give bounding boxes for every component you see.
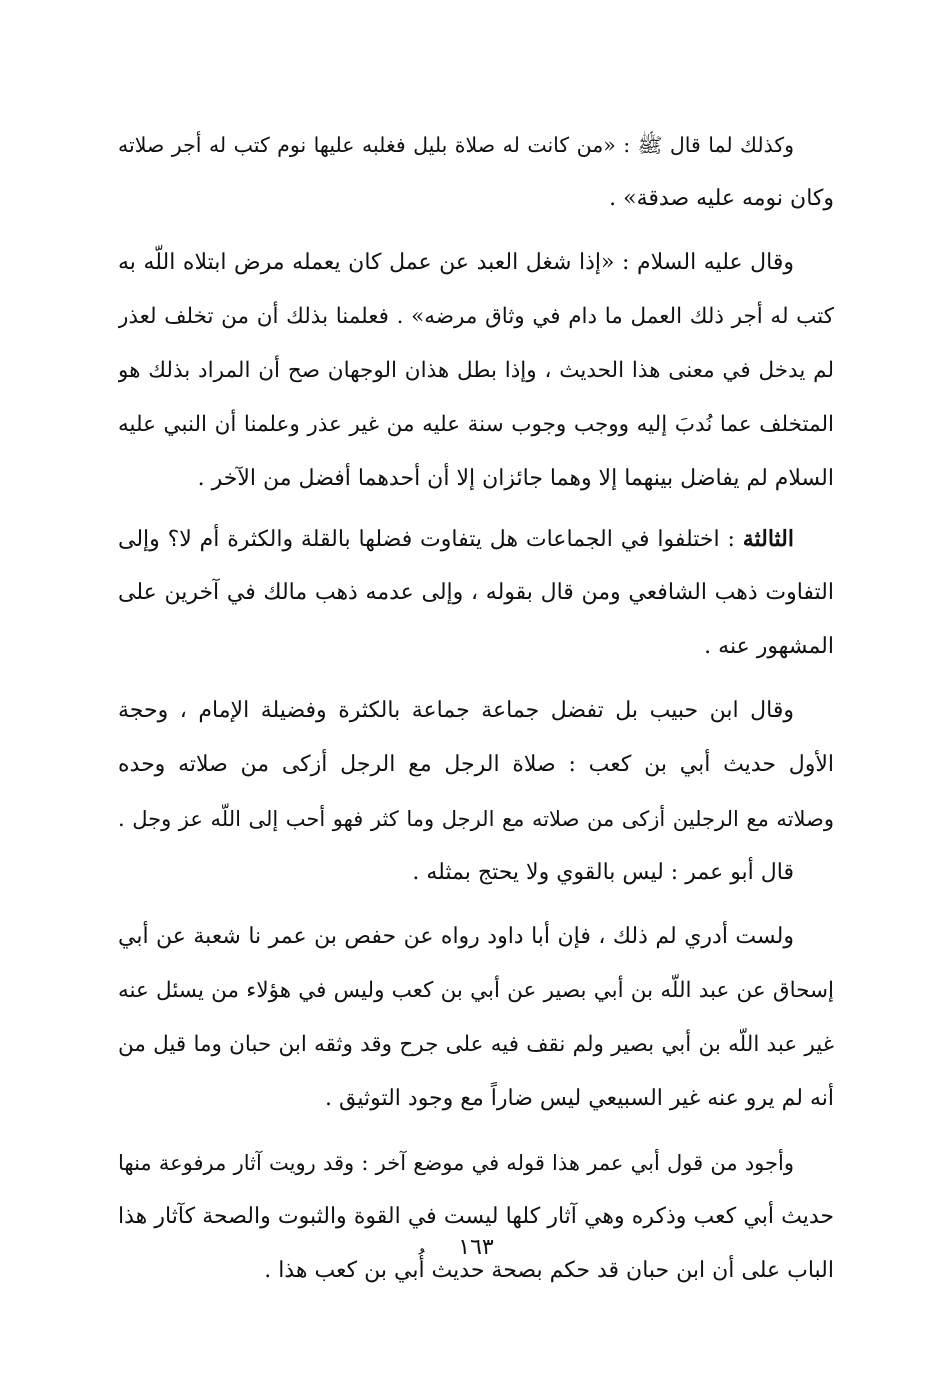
text-line: قال أبو عمر : ليس بالقوي ولا يحتج بمثله .: [412, 860, 794, 885]
text-line: [118, 512, 834, 566]
page-number: ١٦٣: [458, 1235, 494, 1260]
paragraph-3: [118, 512, 834, 674]
text-line: أنه لم يرو عنه غير السبيعي ليس ضاراً مع وجود التوثيق .: [324, 1086, 834, 1111]
text-run: : اختلفوا في الجماعات هل يتفاوت فضلها بالقلة والكثرة أم لا؟ وإلى: [118, 527, 743, 552]
text-line: وصلاته مع الرجلين أزكى من صلاته مع الرجل وما كثر فهو أحب إلى اللّه عز وجل .: [118, 807, 834, 831]
text-line: كتب له أجر ذلك العمل ما دام في وثاق مرضه» . فعلمنا بذلك أن من تخلف لعذر: [118, 304, 834, 329]
text-line: وقال عليه السلام : «إذا شغل العبد عن عمل كان يعمله مرض ابتلاه اللّه به: [118, 250, 794, 275]
paragraph-1: [118, 118, 834, 226]
text-line: وأجود من قول أبي عمر هذا قوله في موضع آخر : وقد رويت آثار مرفوعة منها: [118, 1151, 794, 1175]
text-line: حديث أبي كعب وذكره وهي آثار كلها ليست في القوة والثبوت والصحة كآثار هذا: [118, 1204, 834, 1229]
text-line: وكذلك لما قال ﷺ : «من كانت له صلاة بليل فغلبه عليها نوم كتب له أجر صلاته: [118, 133, 794, 157]
paragraph-2: [118, 236, 834, 506]
section-heading: الثالثة: [742, 526, 794, 552]
text-line: التفاوت ذهب الشافعي ومن قال بقوله ، وإلى عدمه ذهب مالك في آخرين على: [118, 580, 834, 605]
text-line: لم يدخل في معنى هذا الحديث ، وإذا بطل هذان الوجهان صح أن المراد بذلك هو: [118, 358, 834, 383]
text-line: غير عبد اللّه بن أبي بصير ولم نقف فيه على جرح وقد وثقه ابن حبان وما قيل من: [118, 1032, 834, 1057]
paragraph-5: [118, 846, 834, 900]
paragraph-7: [118, 1136, 834, 1298]
text-line: الأول حديث أبي بن كعب : صلاة الرجل مع الرجل أزكى من صلاته وحده: [118, 752, 834, 777]
text-line: السلام لم يفاضل بينهما إلا وهما جائزان إلا أن أحدهما أفضل من الآخر .: [197, 466, 834, 491]
text-line: الباب على أن ابن حبان قد حكم بصحة حديث أُبي بن كعب هذا .: [264, 1258, 834, 1283]
paragraph-4: [118, 684, 834, 846]
text-line: المتخلف عما نُدبَ إليه ووجب وجوب سنة عليه من غير عذر وعلمنا أن النبي عليه: [118, 412, 834, 437]
page-body: [118, 118, 834, 1298]
text-line: المشهور عنه .: [704, 634, 834, 659]
paragraph-6: [118, 910, 834, 1126]
text-line: ولست أدري لم ذلك ، فإن أبا داود رواه عن حفص بن عمر نا شعبة عن أبي: [118, 924, 794, 949]
text-line: وكان نومه عليه صدقة» .: [609, 186, 834, 211]
text-line: وقال ابن حبيب بل تفضل جماعة جماعة بالكثرة وفضيلة الإمام ، وحجة: [118, 698, 794, 723]
text-line: إسحاق عن عبد اللّه بن أبي بصير عن أبي بن كعب وليس في هؤلاء من يسئل عنه: [118, 978, 834, 1003]
